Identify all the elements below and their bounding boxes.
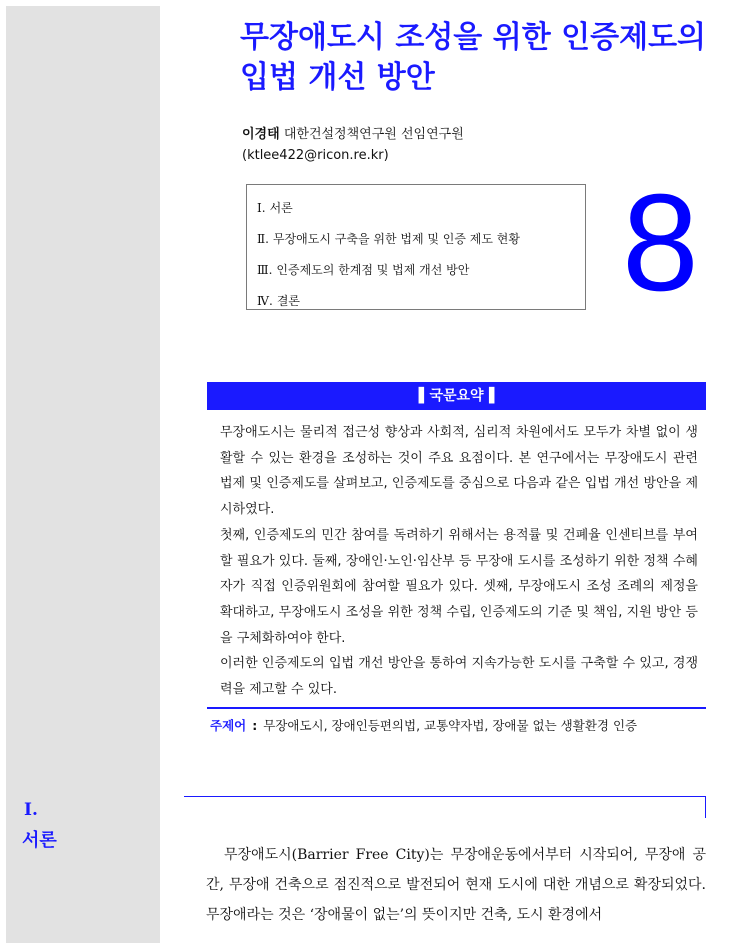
toc-item-label: 무장애도시 구축을 위한 법제 및 인증 제도 현황: [272, 232, 520, 246]
section-heading: 서론: [22, 830, 57, 851]
toc-item-label: 인증제도의 한계점 및 법제 개선 방안: [276, 263, 470, 277]
section-body-paragraph: 무장애도시(Barrier Free City)는 무장애운동에서부터 시작되어, 무장애 공간, 무장애 건축으로 점진적으로 발전되어 현재 도시에 대한 개념으로 확장되었다. 무장애라는 것은 ‘장애물이 없는’의 뜻이지만 건축, 도시 환경에서: [206, 847, 706, 923]
toc-item-number: Ⅱ.: [257, 232, 269, 246]
toc-item-number: Ⅳ.: [257, 294, 273, 308]
toc-item: [257, 286, 585, 317]
article-title: 무장애도시 조성을 위한 인증제도의 입법 개선 방안: [240, 20, 707, 95]
section-rule: [184, 796, 706, 797]
toc-item-number: Ⅲ.: [257, 263, 273, 277]
section-rule-tick: [705, 796, 706, 818]
chapter-number: 8: [622, 166, 699, 320]
keywords-text: 무장애도시, 장애인등편의법, 교통약자법, 장애물 없는 생활환경 인증: [263, 718, 638, 733]
abstract-body: [220, 420, 698, 703]
author-block: [242, 124, 464, 166]
abstract-paragraph: 이러한 인증제도의 입법 개선 방안을 통하여 지속가능한 도시를 구축할 수 있고, 경쟁력을 제고할 수 있다.: [220, 656, 698, 698]
author-affiliation: 대한건설정책연구원 선임연구원: [283, 127, 464, 142]
toc-item-label: 서론: [269, 201, 293, 215]
author-email: (ktlee422@ricon.re.kr): [242, 148, 389, 163]
abstract-paragraph: 무장애도시는 물리적 접근성 향상과 사회적, 심리적 차원에서도 모두가 차별 없이 생활할 수 있는 환경을 조성하는 것이 주요 요점이다. 본 연구에서는 무장애도시 관련 법제 및 인증제도를 살펴보고, 인증제도를 중심으로 다음과 같은 입법 개선 방안을 제시하였다.: [220, 425, 698, 518]
keywords-separator: :: [252, 718, 258, 733]
table-of-contents: [246, 184, 586, 310]
toc-item: [257, 193, 585, 224]
toc-item-number: Ⅰ.: [257, 201, 266, 215]
author-name: 이경태: [242, 127, 280, 142]
keywords-label: 주제어: [210, 718, 247, 733]
abstract-header: ▌국문요약▐: [207, 382, 706, 410]
toc-item: [257, 224, 585, 255]
keywords-line: [210, 716, 637, 736]
abstract-paragraph: 첫째, 인증제도의 민간 참여를 독려하기 위해서는 용적률 및 건폐율 인센티브를 부여할 필요가 있다. 둘째, 장애인·노인·임산부 등 무장애 도시를 조성하기 위한 정책 수혜자가 직접 인증위원회에 참여할 필요가 있다. 셋째, 무장애도시 조성 조례의 제정을 확대하고, 무장애도시 조성을 위한 정책 수립, 인증제도의 기준 및 책임, 지원 방안 등을 구체화하여야 한다.: [220, 527, 698, 646]
section-number: Ⅰ.: [24, 800, 38, 820]
toc-item: [257, 255, 585, 286]
toc-item-label: 결론: [276, 294, 300, 308]
abstract-divider: [207, 707, 706, 709]
